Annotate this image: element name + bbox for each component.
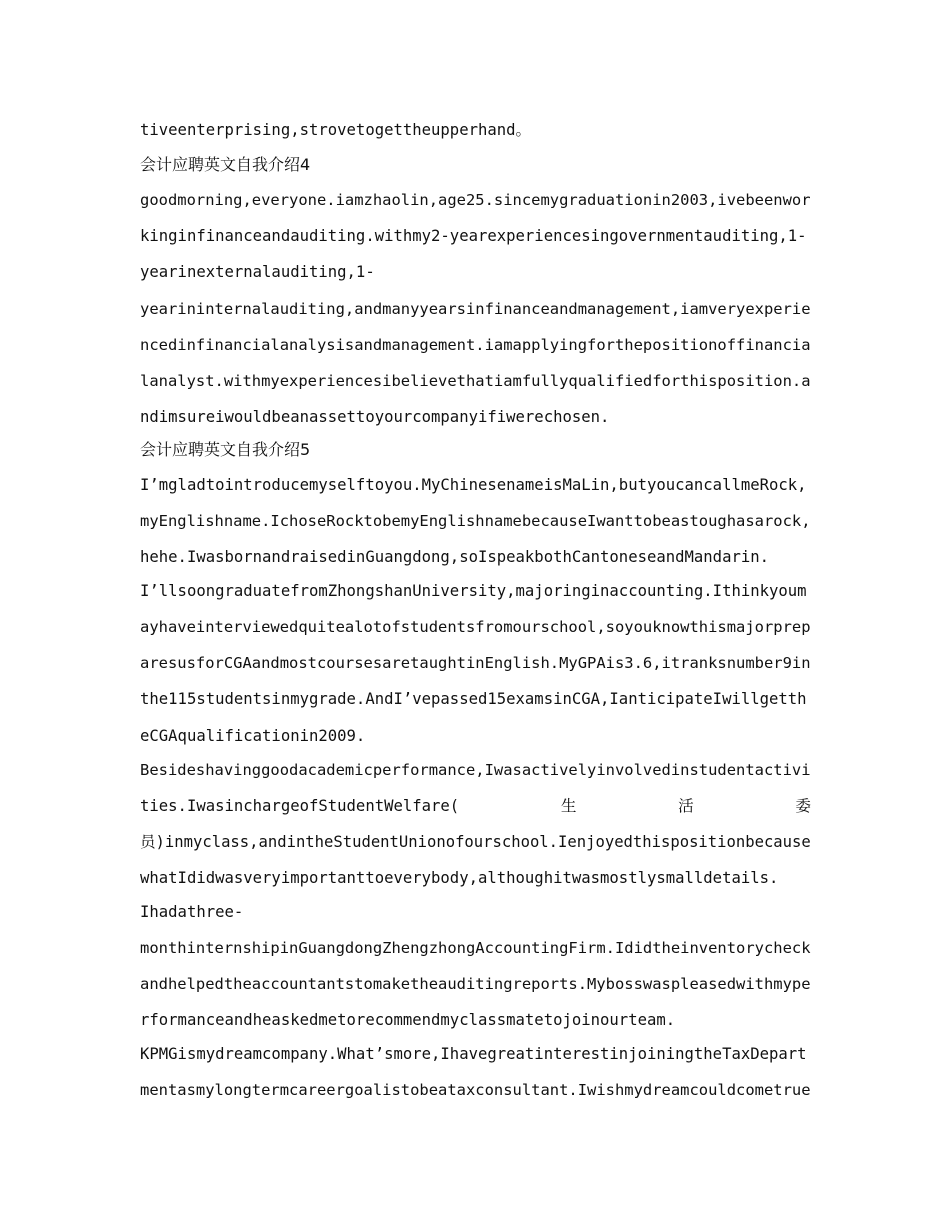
text-line: lanalyst.withmyexperiencesibelievethatiamfullyqualifiedforthisposition.a [140, 372, 811, 390]
text-line: I’llsoongraduatefromZhongshanUniversity,majoringinaccounting.Ithinkyoum [140, 582, 807, 600]
text-line: rformanceandheaskedmetorecommendmyclassmatetojoinourteam. [140, 1011, 676, 1029]
text-line: Ihadathree- [140, 903, 244, 921]
section-heading: 会计应聘英文自我介绍4 [140, 155, 311, 174]
text-line: kinginfinanceandauditing.withmy2-yearexperiencesingovernmentauditing,1- [140, 227, 807, 245]
text-line: yearininternalauditing,andmanyyearsinfinanceandmanagement,iamveryexperie [140, 300, 811, 318]
text-line: tiveenterprising,strovetogettheupperhand。 [140, 121, 532, 139]
text-line: andhelpedtheaccountantstomaketheauditingreports.Mybosswaspleasedwithmype [140, 975, 811, 993]
text-line-justified [140, 796, 811, 816]
text-line: mentasmylongtermcareergoalistobeataxconsultant.Iwishmydreamcouldcometrue [140, 1081, 811, 1099]
text-line: KPMGismydreamcompany.What’smore,IhavegreatinterestinjoiningtheTaxDepart [140, 1045, 807, 1063]
text-line: whatIdidwasveryimportanttoeverybody,althoughitwasmostlysmalldetails. [140, 869, 779, 887]
text-segment: 活 [678, 797, 694, 815]
text-segment: 委 [795, 797, 811, 815]
text-line: aresusforCGAandmostcoursesaretaughtinEnglish.MyGPAis3.6,itranksnumber9in [140, 654, 811, 672]
text-segment: ties.IwasinchargeofStudentWelfare( [140, 797, 460, 815]
text-line: hehe.IwasbornandraisedinGuangdong,soIspeakbothCantoneseandMandarin. [140, 548, 770, 566]
section-heading: 会计应聘英文自我介绍5 [140, 440, 311, 459]
text-line: I’mgladtointroducemyselftoyou.MyChinesenameisMaLin,butyoucancallmeRock, [140, 476, 807, 494]
text-line: goodmorning,everyone.iamzhaolin,age25.sincemygraduationin2003,ivebeenwor [140, 191, 811, 209]
text-line: yearinexternalauditing,1- [140, 263, 375, 281]
text-line: monthinternshipinGuangdongZhengzhongAccountingFirm.Ididtheinventorycheck [140, 939, 811, 957]
text-line: 员)inmyclass,andintheStudentUnionofourschool.Ienjoyedthispositionbecause [140, 833, 811, 851]
text-line: ncedinfinancialanalysisandmanagement.iamapplyingforthepositionoffinancia [140, 336, 811, 354]
text-segment: 生 [560, 797, 577, 815]
text-line: eCGAqualificationin2009. [140, 727, 366, 745]
text-line: ayhaveinterviewedquitealotofstudentsfromourschool,soyouknowthismajorprep [140, 618, 811, 636]
text-line: the115studentsinmygrade.AndI’vepassed15examsinCGA,IanticipateIwillgetth [140, 690, 807, 708]
text-line: ndimsureiwouldbeanassettoyourcompanyifiwerechosen. [140, 408, 610, 426]
text-line: Besideshavinggoodacademicperformance,Iwasactivelyinvolvedinstudentactivi [140, 761, 811, 779]
text-line: myEnglishname.IchoseRocktobemyEnglishnamebecauseIwanttobeastoughasarock, [140, 512, 811, 530]
